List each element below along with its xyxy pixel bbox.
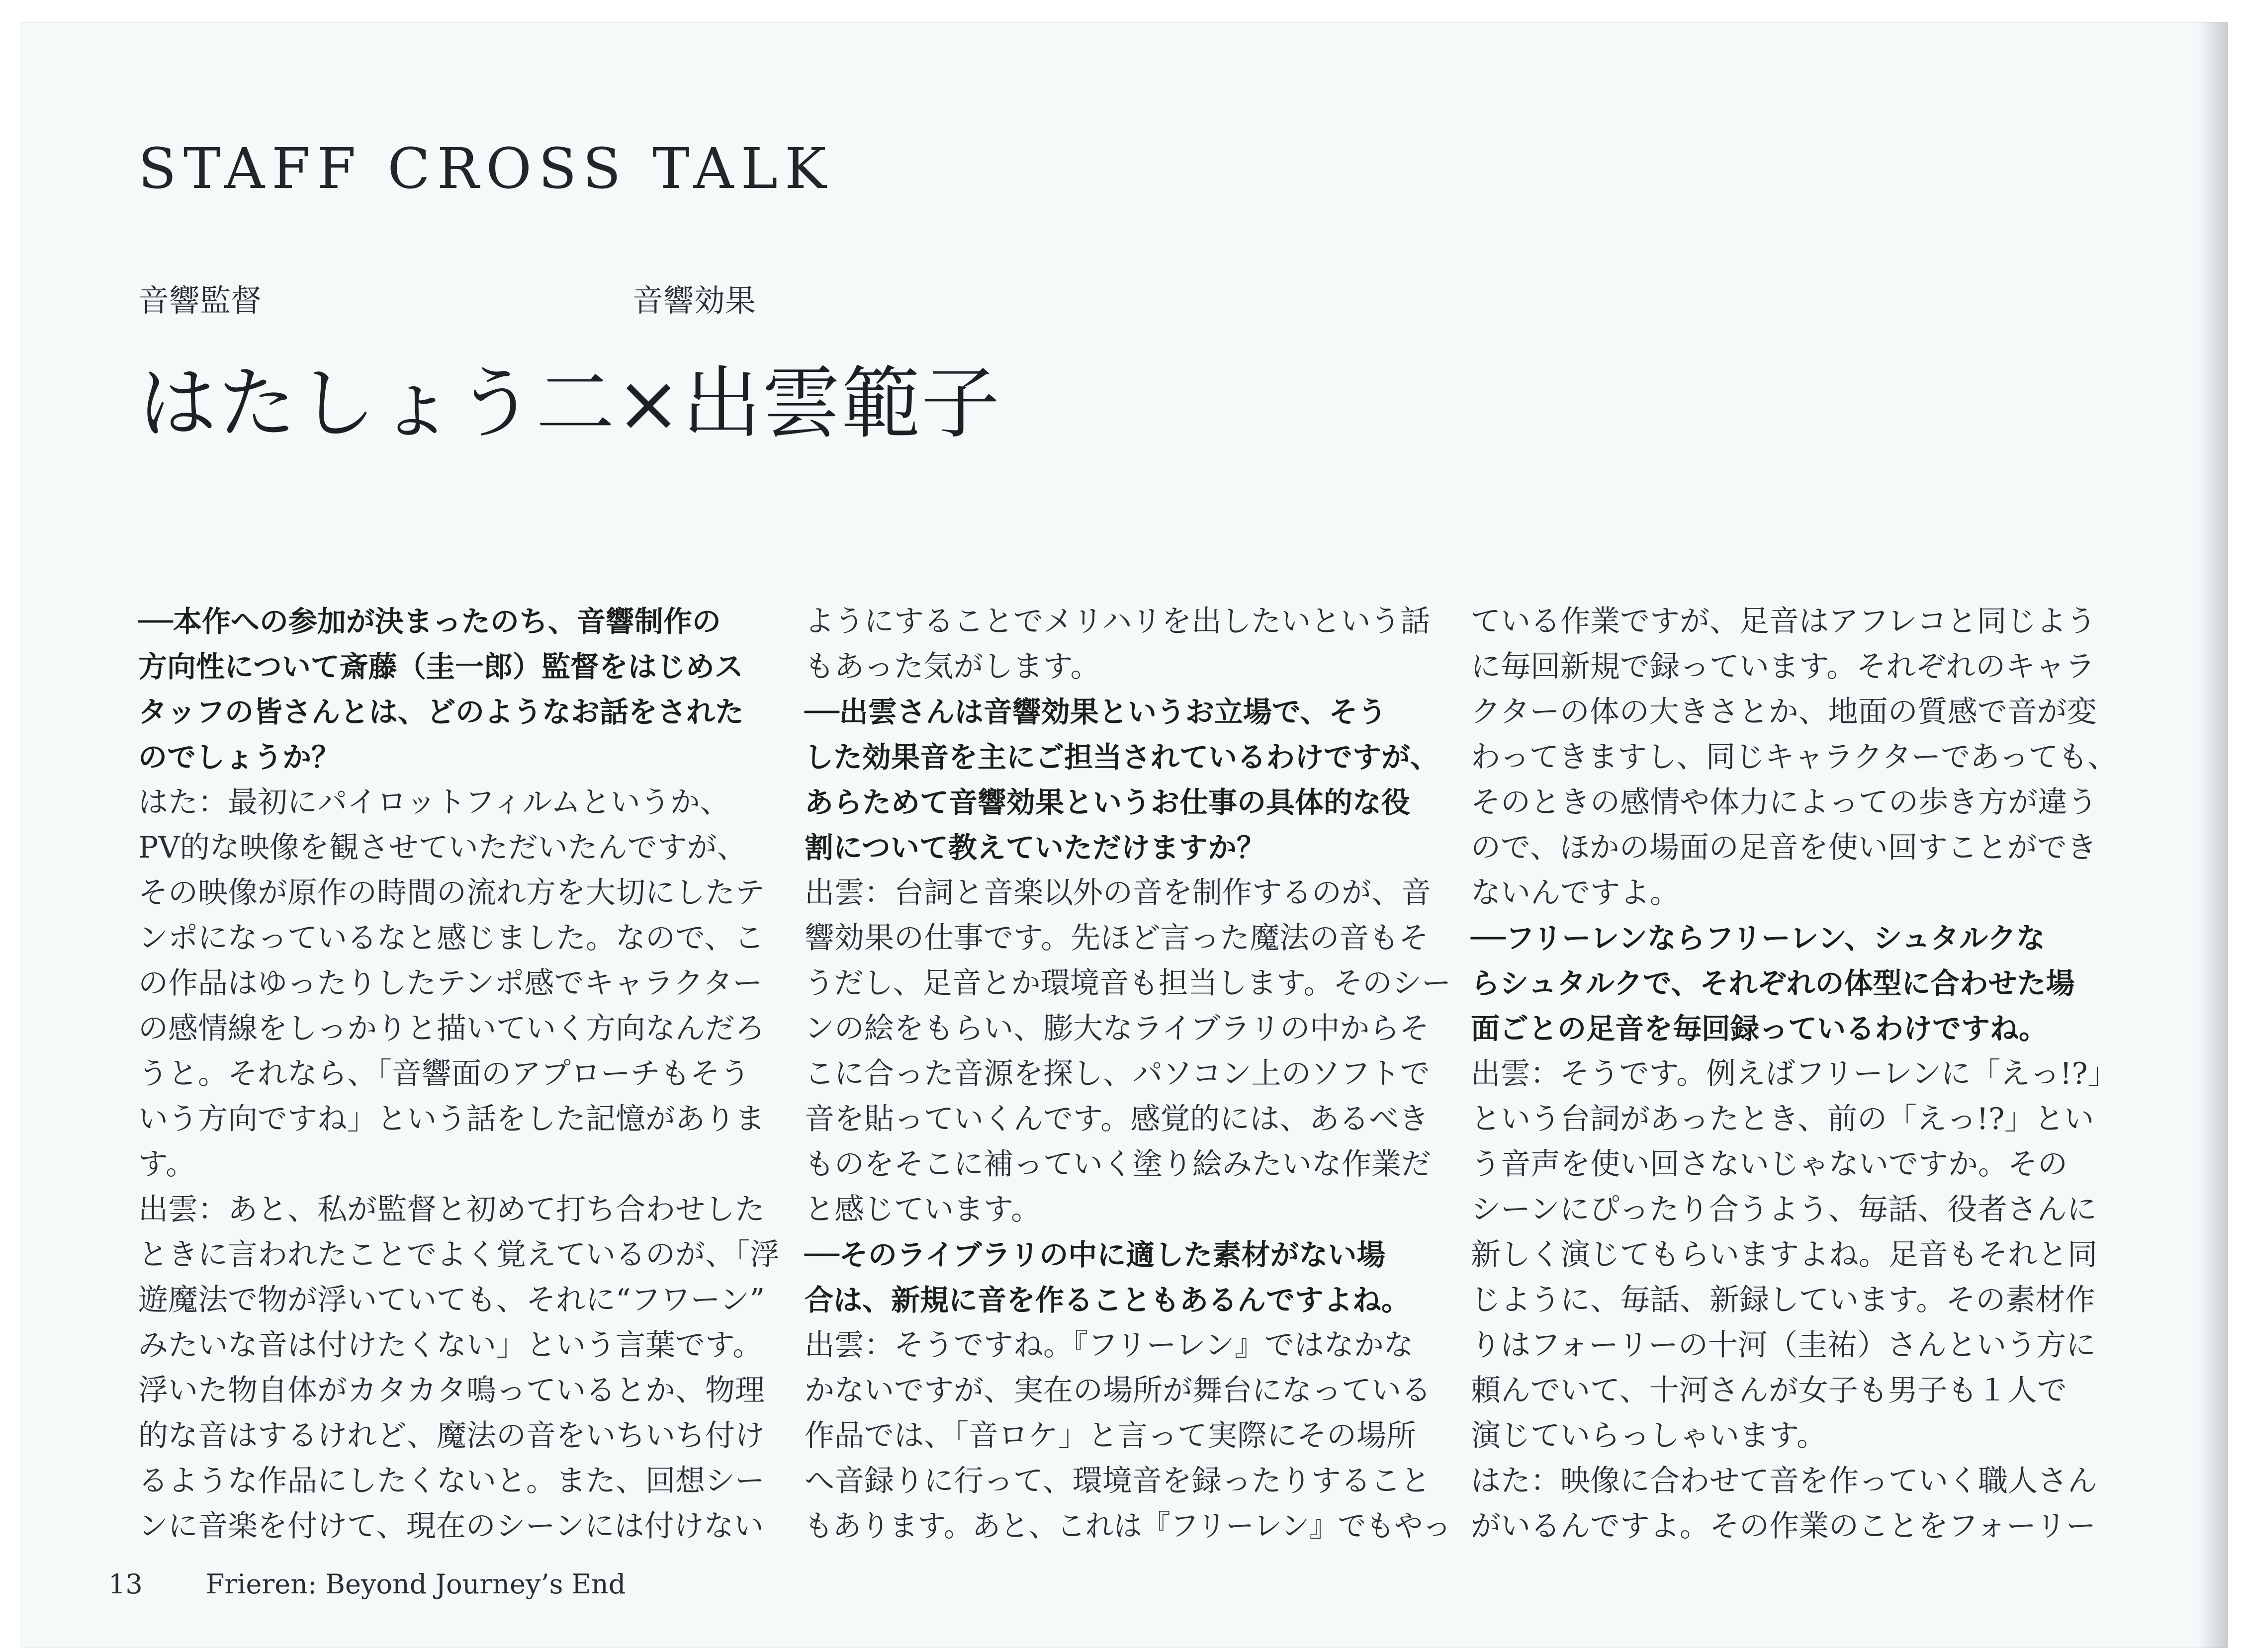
answer-text-line: 出雲：あと、私が監督と初めて打ち合わせした bbox=[138, 1192, 765, 1227]
interviewer-question-line: あらためて音響効果というお仕事の具体的な役 bbox=[805, 785, 1411, 819]
answer-text-line: 新しく演じてもらいますよね。足音もそれと同 bbox=[1471, 1237, 2097, 1272]
answer-text-line: 出雲：そうですね。『フリーレン』ではなかな bbox=[805, 1328, 1414, 1363]
page-number: 13 bbox=[108, 1568, 143, 1600]
answer-text-line: こに合った音源を探し、パソコン上のソフトで bbox=[805, 1056, 1430, 1091]
answer-text-line: ようにすることでメリハリを出したいという話 bbox=[805, 604, 1431, 639]
magazine-page bbox=[20, 22, 2228, 1648]
answer-text-line: うと。それなら、「音響面のアプローチもそう bbox=[138, 1056, 750, 1091]
interviewer-question-line: らシュタルクで、それぞれの体型に合わせた場 bbox=[1471, 966, 2075, 1000]
answer-text-line: ものをそこに補っていく塗り絵みたいな作業だ bbox=[805, 1147, 1431, 1182]
answer-text-line: という台詞があったとき、前の「えっ!?」とい bbox=[1471, 1102, 2094, 1136]
answer-text-line: 響効果の仕事です。先ほど言った魔法の音もそ bbox=[805, 921, 1429, 956]
interviewer-question-line: タッフの皆さんとは、どのようなお話をされた bbox=[138, 695, 744, 729]
answer-text-line: う音声を使い回さないじゃないですか。その bbox=[1471, 1147, 2067, 1182]
role-label-sound-effects: 音響効果 bbox=[632, 282, 756, 319]
text-column-1 bbox=[138, 599, 785, 1549]
answer-text-line: ので、ほかの場面の足音を使い回すことができ bbox=[1471, 830, 2097, 865]
answer-text-line: はた：映像に合わせて音を作っていく職人さん bbox=[1471, 1464, 2097, 1498]
answer-text-line: かないですが、実在の場所が舞台になっている bbox=[805, 1373, 1431, 1408]
answer-text-line: もあった気がします。 bbox=[805, 649, 1100, 684]
answer-text-line: 出雲：そうです。例えばフリーレンに「えっ!?」 bbox=[1471, 1056, 2118, 1091]
answer-text-line: はた：最初にパイロットフィルムというか、 bbox=[138, 785, 730, 820]
answer-text-line: 的な音はするけれど、魔法の音をいちいち付け bbox=[138, 1418, 765, 1453]
page-edge-shadow bbox=[2198, 22, 2228, 1648]
page-footer bbox=[108, 1568, 626, 1600]
text-column-3 bbox=[1471, 599, 2117, 1549]
interviewer-question-line: ──出雲さんは音響効果というお立場で、そう bbox=[805, 695, 1387, 729]
answer-text-line: そのときの感情や体力によっての歩き方が違う bbox=[1471, 785, 2097, 820]
answer-text-line: 浮いた物自体がカタカタ鳴っているとか、物理 bbox=[138, 1373, 765, 1408]
answer-text-line: もあります。あと、これは『フリーレン』でもやっ bbox=[805, 1509, 1451, 1544]
answer-text-line: がいるんですよ。その作業のことをフォーリー bbox=[1471, 1509, 2096, 1544]
interviewer-question-line: した効果音を主にご担当されているわけですが、 bbox=[805, 740, 1439, 774]
answer-text-line: 頼んでいて、十河さんが女子も男子も１人で bbox=[1471, 1373, 2067, 1408]
answer-text-line: ンポになっているなと感じました。なので、こ bbox=[138, 921, 764, 956]
interviewer-question-line: のでしょうか？ bbox=[138, 740, 341, 774]
answer-text-line: るような作品にしたくないと。また、回想シー bbox=[138, 1464, 765, 1498]
answer-text-line: ンに音楽を付けて、現在のシーンには付けない bbox=[138, 1509, 764, 1544]
answer-text-line: いう方向ですね」という話をした記憶がありま bbox=[138, 1102, 765, 1136]
answer-text-line: シーンにぴったり合うよう、毎話、役者さんに bbox=[1471, 1192, 2097, 1227]
answer-text-line: じように、毎話、新録しています。その素材作 bbox=[1471, 1283, 2095, 1317]
answer-text-line: の作品はゆったりしたテンポ感でキャラクター bbox=[138, 966, 763, 1001]
answer-text-line: りはフォーリーの十河（圭祐）さんという方に bbox=[1471, 1328, 2096, 1363]
answer-text-line: わってきますし、同じキャラクターであっても、 bbox=[1471, 740, 2117, 775]
text-column-2 bbox=[805, 599, 1451, 1549]
answer-text-line: 音を貼っていくんです。感覚的には、あるべき bbox=[805, 1102, 1429, 1136]
answer-text-line: の感情線をしっかりと描いていく方向なんだろ bbox=[138, 1011, 765, 1046]
answer-text-line: へ音録りに行って、環境音を録ったりすること bbox=[805, 1464, 1431, 1498]
interviewer-question-line: ──フリーレンならフリーレン、シュタルクな bbox=[1471, 921, 2046, 955]
answer-text-line: ときに言われたことでよく覚えているのが、「浮 bbox=[138, 1237, 780, 1272]
answer-text-line: クターの体の大きさとか、地面の質感で音が変 bbox=[1471, 695, 2097, 729]
answer-text-line: うだし、足音とか環境音も担当します。そのシー bbox=[805, 966, 1451, 1001]
answer-text-line: 演じていらっしゃいます。 bbox=[1471, 1418, 1827, 1453]
interviewer-question-line: 合は、新規に音を作ることもあるんですよね。 bbox=[805, 1283, 1411, 1317]
answer-text-line: に毎回新規で録っています。それぞれのキャラ bbox=[1471, 649, 2095, 684]
book-title: Frieren: Beyond Journey’s End bbox=[205, 1568, 626, 1600]
section-title: STAFF CROSS TALK bbox=[138, 137, 833, 201]
answer-text-line: 出雲：台詞と音楽以外の音を制作するのが、音 bbox=[805, 875, 1431, 910]
answer-text-line: 遊魔法で物が浮いていても、それに“フワーン” bbox=[138, 1283, 765, 1317]
answer-text-line: その映像が原作の時間の流れ方を大切にしたテ bbox=[138, 875, 765, 910]
interviewer-question-line: ──本作への参加が決まったのち、音響制作の bbox=[138, 605, 721, 638]
answer-text-line: 作品では、「音ロケ」と言って実際にその場所 bbox=[805, 1418, 1416, 1453]
answer-text-line: す。 bbox=[138, 1147, 196, 1182]
interviewer-question-line: 面ごとの足音を毎回録っているわけですね。 bbox=[1471, 1012, 2048, 1045]
answer-text-line: PV的な映像を観させていただいたんですが、 bbox=[138, 830, 747, 865]
interviewer-question-line: ──そのライブラリの中に適した素材がない場 bbox=[805, 1238, 1386, 1272]
answer-text-line: と感じています。 bbox=[805, 1192, 1041, 1227]
interviewer-question-line: 割について教えていただけますか？ bbox=[805, 831, 1265, 865]
role-label-sound-director: 音響監督 bbox=[138, 282, 262, 319]
interviewer-question-line: 方向性について斎藤（圭一郎）監督をはじめス bbox=[138, 650, 743, 684]
answer-text-line: ンの絵をもらい、膨大なライブラリの中からそ bbox=[805, 1011, 1430, 1046]
interviewee-names: はたしょう二×出雲範子 bbox=[138, 358, 1001, 449]
answer-text-line: みたいな音は付けたくない」という言葉です。 bbox=[138, 1328, 763, 1363]
answer-text-line: ている作業ですが、足音はアフレコと同じよう bbox=[1471, 604, 2096, 639]
answer-text-line: ないんですよ。 bbox=[1471, 875, 1680, 910]
